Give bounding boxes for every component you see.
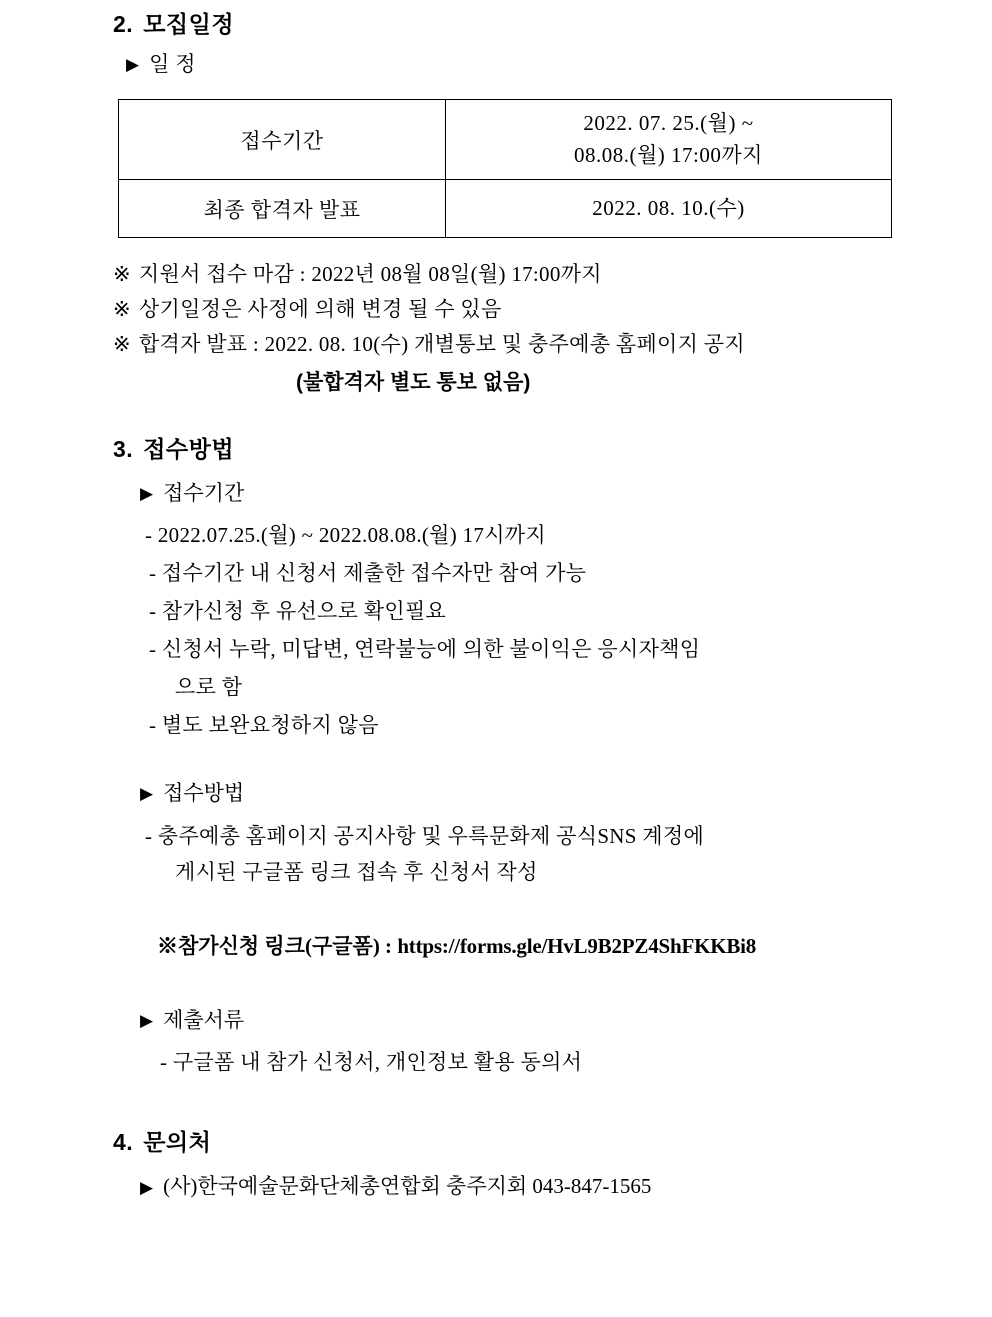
- note-text: 지원서 접수 마감 : 2022년 08월 08일(월) 17:00까지: [138, 262, 602, 286]
- list-item: [145, 519, 546, 549]
- triangle-marker-icon: ▶: [140, 1177, 154, 1197]
- triangle-marker-icon: ▶: [140, 783, 154, 803]
- subheading-schedule: [126, 48, 196, 78]
- section-number: 3.: [113, 436, 134, 462]
- application-form-url[interactable]: https://forms.gle/HvL9B2PZ4ShFKKBi8: [397, 934, 757, 958]
- list-item: [145, 820, 704, 850]
- contact-text: (사)한국예술문화단체총연합회 충주지회 043-847-1565: [163, 1174, 652, 1198]
- list-item-label: 별도 보완요청하지 않음: [161, 713, 379, 737]
- list-item-label: 신청서 누락, 미답변, 연락불능에 의한 불이익은 응시자책임: [161, 637, 701, 661]
- subheading-label: 제출서류: [163, 1009, 245, 1032]
- dash-marker-icon: -: [145, 523, 153, 547]
- value-line: 08.08.(월) 17:00까지: [574, 142, 763, 167]
- link-label: 참가신청 링크(구글폼) :: [178, 934, 393, 958]
- table-cell-value: [446, 180, 892, 238]
- section-title: 접수방법: [143, 436, 235, 462]
- section-heading-4: [113, 1124, 211, 1157]
- subheading-required-documents: [140, 1004, 244, 1034]
- triangle-marker-icon: ▶: [126, 54, 140, 74]
- value-line: 2022. 08. 10.(수): [592, 195, 745, 220]
- list-item-label: 접수기간 내 신청서 제출한 접수자만 참여 가능: [161, 561, 587, 585]
- table-cell-label: 최종 합격자 발표: [119, 180, 446, 238]
- dash-marker-icon: -: [149, 561, 157, 585]
- list-item-label: 구글폼 내 참가 신청서, 개인정보 활용 동의서: [172, 1050, 583, 1074]
- note-line: [113, 258, 602, 288]
- note-text: 상기일정은 사정에 의해 변경 될 수 있음: [138, 297, 502, 321]
- list-item: [149, 633, 700, 663]
- dash-marker-icon: -: [149, 637, 157, 661]
- subheading-reception-period: [140, 477, 244, 507]
- application-link-line: [157, 930, 756, 960]
- list-item-continuation: 으로 함: [175, 675, 243, 699]
- list-item-label: 2022.07.25.(월) ~ 2022.08.08.(월) 17시까지: [157, 523, 546, 547]
- schedule-table: [118, 99, 892, 238]
- triangle-marker-icon: ▶: [140, 1010, 154, 1030]
- subheading-label: 접수기간: [163, 482, 245, 505]
- list-item: [149, 595, 446, 625]
- dash-marker-icon: -: [149, 599, 157, 623]
- table-row: [119, 100, 892, 180]
- note-text: 합격자 발표 : 2022. 08. 10(수) 개별통보 및 충주예총 홈페이지 공지: [138, 332, 745, 356]
- section-heading-2: [113, 6, 234, 39]
- triangle-marker-icon: ▶: [140, 483, 154, 503]
- section-title: 모집일정: [143, 11, 235, 37]
- dash-marker-icon: -: [160, 1050, 168, 1074]
- note-line: [113, 293, 502, 323]
- reference-mark-icon: ※: [113, 332, 131, 356]
- list-item: [160, 1046, 582, 1076]
- note-bold-text: (불합격자 별도 통보 없음): [296, 371, 531, 394]
- note-line: [113, 328, 745, 358]
- section-title: 문의처: [143, 1129, 212, 1155]
- list-item-continuation: 게시된 구글폼 링크 접속 후 신청서 작성: [175, 860, 538, 884]
- list-item-label: 참가신청 후 유선으로 확인필요: [161, 599, 447, 623]
- list-item: [149, 709, 379, 739]
- table-row: [119, 180, 892, 238]
- value-line: 2022. 07. 25.(월) ~: [583, 111, 754, 135]
- section-number: 4.: [113, 1129, 134, 1155]
- section-number: 2.: [113, 11, 134, 37]
- dash-marker-icon: -: [145, 824, 153, 848]
- subheading-label: 접수방법: [163, 782, 245, 805]
- reference-mark-icon: ※: [113, 262, 131, 286]
- table-cell-value: [446, 100, 892, 180]
- reference-mark-icon: ※: [157, 934, 178, 958]
- section-heading-3: [113, 431, 234, 464]
- dash-marker-icon: -: [149, 713, 157, 737]
- subheading-reception-method: [140, 777, 244, 807]
- table-cell-label: 접수기간: [119, 100, 446, 180]
- contact-line: [140, 1170, 651, 1203]
- reference-mark-icon: ※: [113, 297, 131, 321]
- subheading-label: 일 정: [149, 53, 196, 76]
- list-item-label: 충주예총 홈페이지 공지사항 및 우륵문화제 공식SNS 계정에: [157, 824, 705, 848]
- list-item: [149, 557, 586, 587]
